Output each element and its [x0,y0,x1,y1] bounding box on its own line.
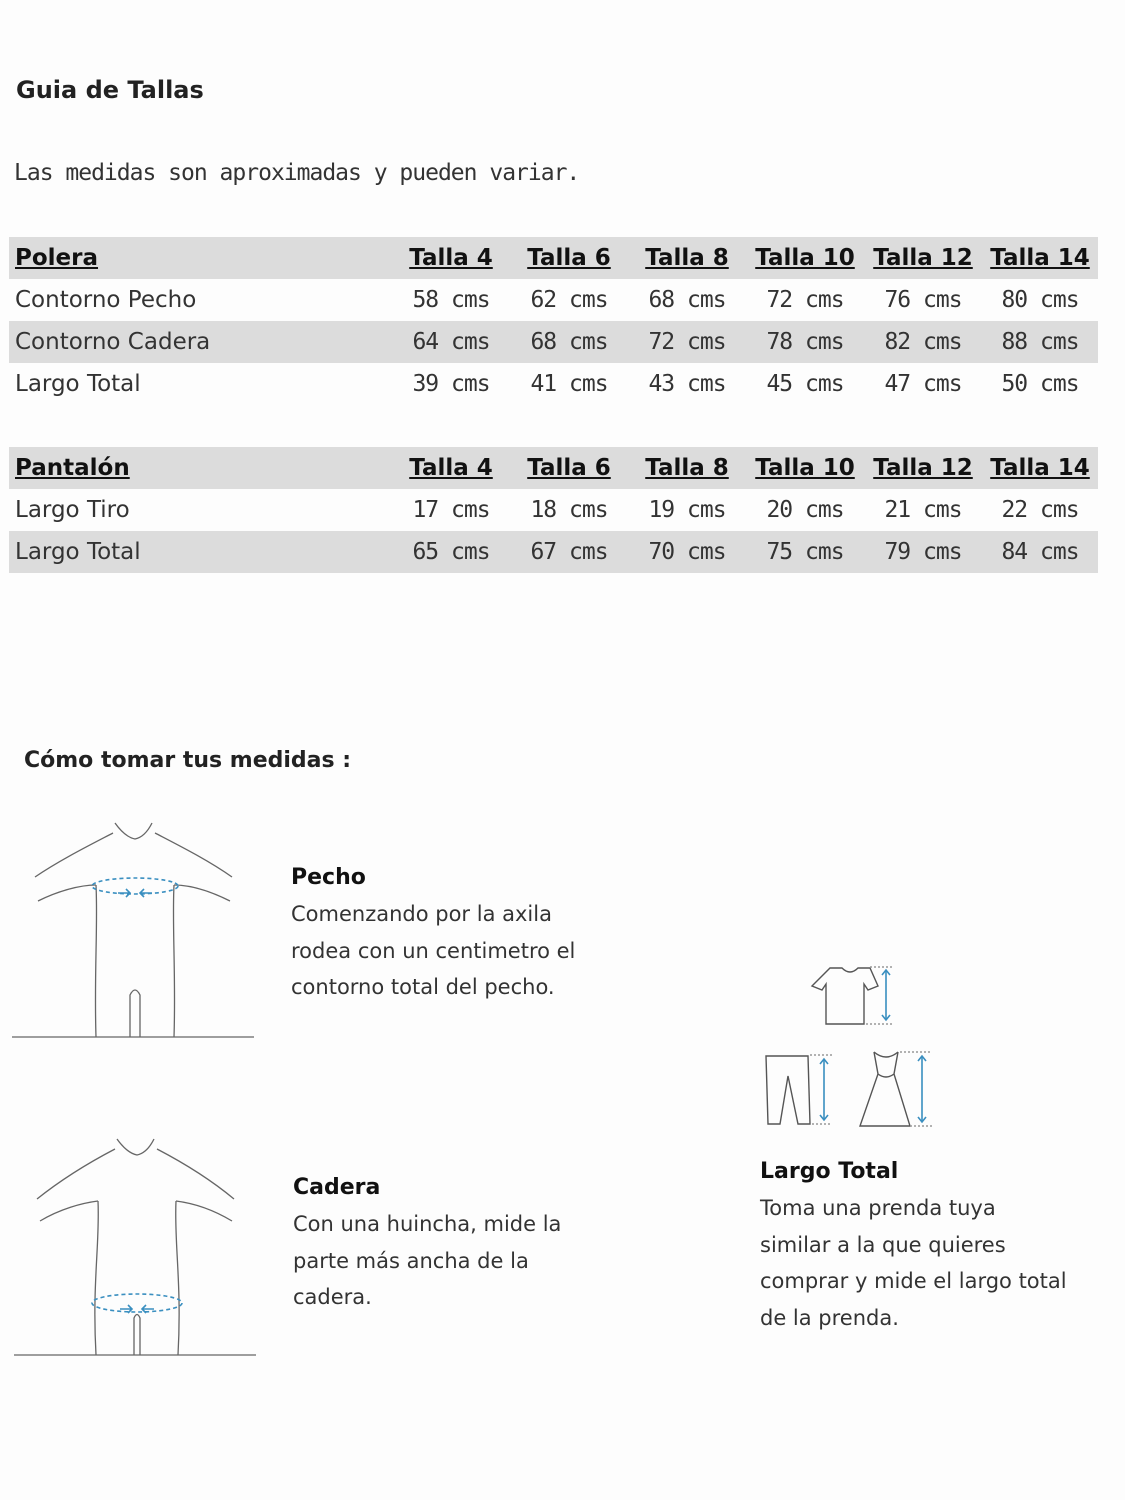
how-to-measure-heading: Cómo tomar tus medidas : [24,748,352,773]
chest-tape-icon [92,878,178,897]
table-cell: 79 cms [884,539,962,565]
table-cell: 68 cms [648,287,726,313]
text-line: Comenzando por la axila [291,902,552,926]
table-row [9,279,1098,321]
table-cell: 64 cms [412,329,490,355]
garment-length-icons [760,958,940,1133]
table-cell: 80 cms [1001,287,1079,313]
table-cell: 67 cms [530,539,608,565]
tshirt-length-icon [866,967,894,1024]
page-title: Guia de Tallas [16,76,204,104]
pecho-title: Pecho [291,865,366,890]
text-line: contorno total del pecho. [291,975,555,999]
table-cell: 75 cms [766,539,844,565]
table-cell: 76 cms [884,287,962,313]
column-header: Talla 10 [755,455,855,481]
text-line: rodea con un centimetro el [291,938,576,963]
table-cell: 39 cms [412,371,490,397]
text-line: cadera. [293,1285,372,1309]
text-line: comprar y mide el largo total [760,1269,1067,1293]
text-line: de la prenda. [760,1305,899,1330]
largo-total-title: Largo Total [760,1159,899,1184]
dress-length-icon [900,1052,932,1126]
table-header-polera: Polera [15,245,99,271]
cadera-description [293,1206,561,1316]
column-header: Talla 6 [527,455,611,481]
table-cell: 45 cms [766,371,844,397]
table-cell: 20 cms [766,497,844,523]
table-cell: 88 cms [1001,329,1079,355]
largo-total-description [760,1190,1067,1336]
pecho-description [291,896,575,1006]
table-cell: 62 cms [530,287,608,313]
cadera-title: Cadera [293,1175,381,1200]
table-cell: 65 cms [412,539,490,565]
table-header-row [9,237,1098,279]
tshirt-icon [812,968,878,1024]
table-cell: 22 cms [1001,497,1079,523]
table-row [9,489,1098,531]
hip-measure-figure [12,1133,262,1361]
table-cell: 17 cms [412,497,490,523]
row-label: Largo Tiro [15,497,130,523]
table-cell: 58 cms [412,287,490,313]
table-cell: 47 cms [884,371,962,397]
column-header: Talla 8 [645,455,729,481]
table-cell: 41 cms [530,371,608,397]
chest-measure-figure [10,815,260,1043]
text-line: Toma una prenda tuya [760,1196,996,1220]
row-label: Largo Total [15,371,141,397]
table-header-row [9,447,1098,489]
column-header: Talla 14 [990,455,1090,481]
row-label: Largo Total [15,539,141,565]
column-header: Talla 10 [755,245,855,271]
pants-length-icon [810,1055,832,1124]
dress-icon [860,1052,910,1126]
table-cell: 50 cms [1001,371,1079,397]
text-line: similar a la que quieres [760,1232,1006,1257]
row-label: Contorno Cadera [15,329,211,355]
column-header: Talla 6 [527,245,611,271]
table-cell: 70 cms [648,539,726,565]
row-label: Contorno Pecho [15,287,197,313]
column-header: Talla 4 [409,245,493,271]
table-cell: 18 cms [530,497,608,523]
pantalon-size-table [9,447,1098,573]
table-cell: 43 cms [648,371,726,397]
text-line: Con una huincha, mide la [293,1212,562,1236]
table-cell: 82 cms [884,329,962,355]
column-header: Talla 14 [990,245,1090,271]
table-row [9,363,1098,405]
disclaimer-note: Las medidas son aproximadas y pueden variar. [14,160,580,186]
text-line: parte más ancha de la [293,1248,529,1273]
pants-icon [766,1056,810,1124]
table-cell: 68 cms [530,329,608,355]
column-header: Talla 8 [645,245,729,271]
table-cell: 72 cms [766,287,844,313]
column-header: Talla 12 [873,245,973,271]
table-row [9,531,1098,573]
table-cell: 21 cms [884,497,962,523]
table-cell: 72 cms [648,329,726,355]
table-row [9,321,1098,363]
table-cell: 84 cms [1001,539,1079,565]
polera-size-table [9,237,1098,405]
table-cell: 78 cms [766,329,844,355]
hip-tape-icon [92,1294,182,1313]
column-header: Talla 4 [409,455,493,481]
column-header: Talla 12 [873,455,973,481]
table-cell: 19 cms [648,497,726,523]
table-header-pantalon: Pantalón [15,455,130,481]
